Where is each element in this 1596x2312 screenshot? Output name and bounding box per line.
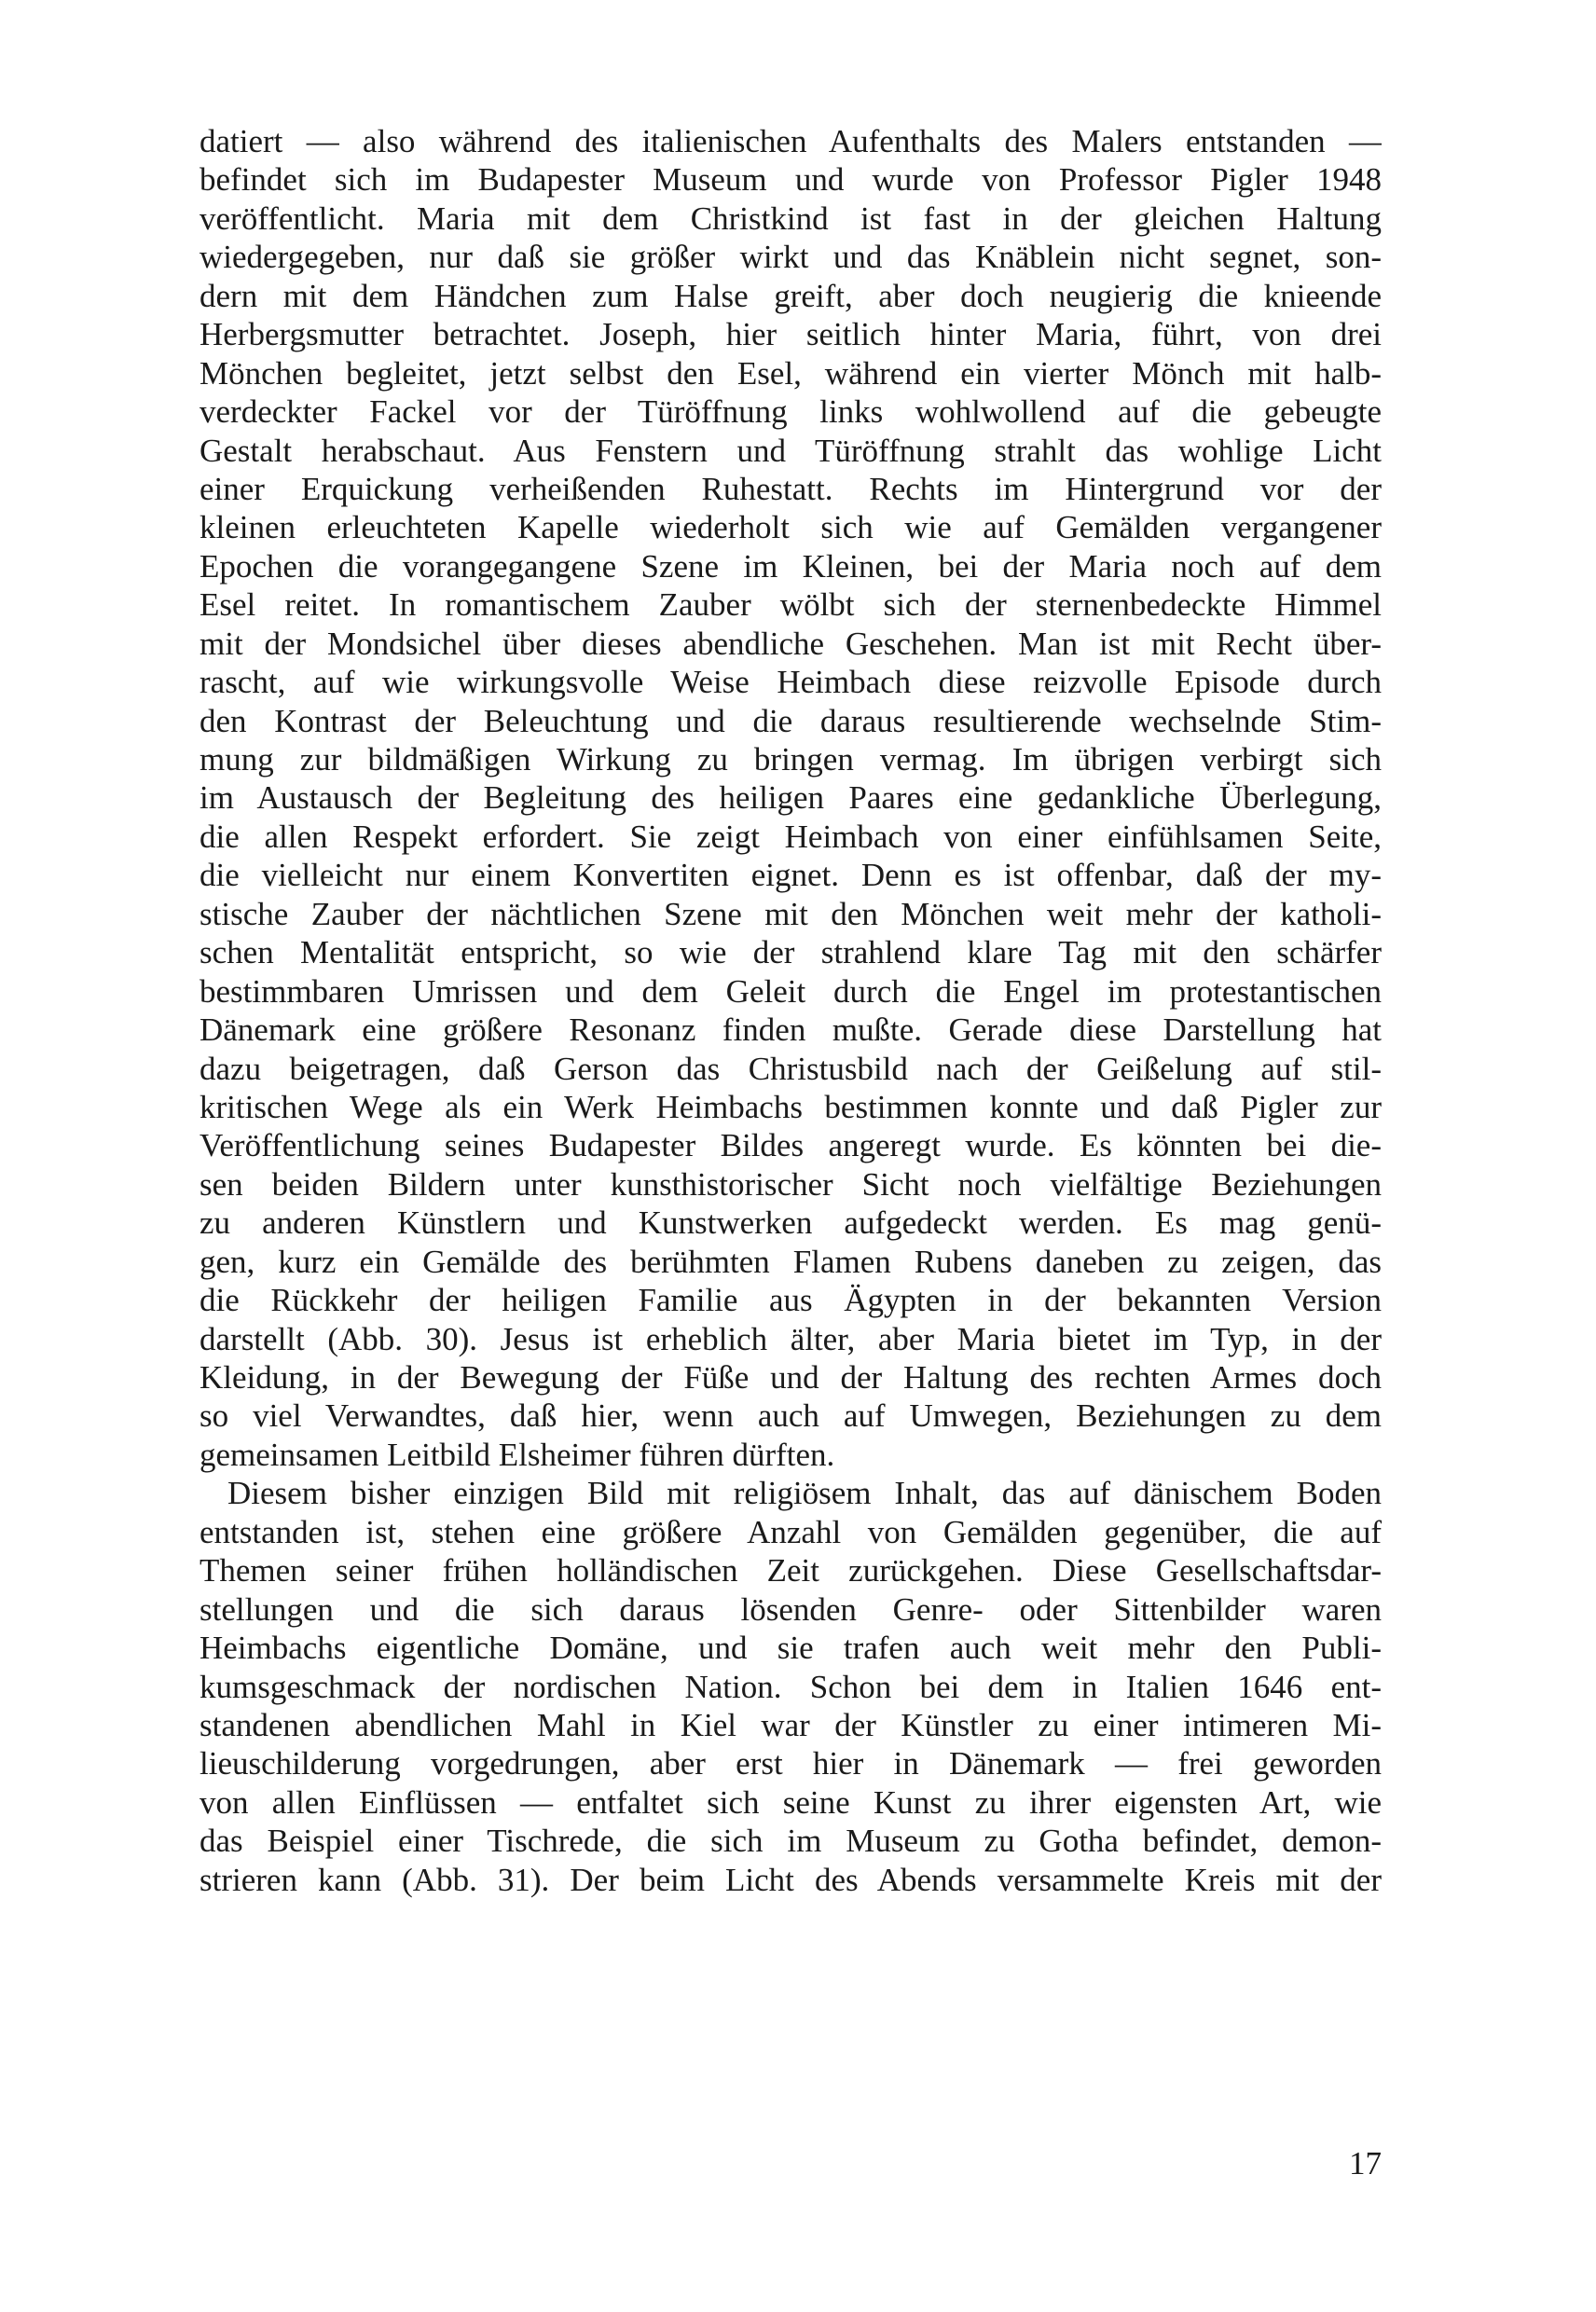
text-line: verdeckter Fackel vor der Türöffnung links wohlwollend auf die gebeugte [200,393,1382,431]
text-line: kumsgeschmack der nordischen Nation. Schon bei dem in Italien 1646 ent- [200,1668,1382,1705]
text-line: befindet sich im Budapester Museum und wurde von Professor Pigler 1948 [200,161,1382,199]
text-line: bestimmbaren Umrissen und dem Geleit durch die Engel im protestantischen [200,972,1382,1010]
text-line: stische Zauber der nächtlichen Szene mit den Mönchen weit mehr der katholi- [200,895,1382,932]
text-line: von allen Einflüssen — entfaltet sich seine Kunst zu ihrer eigensten Art, wie [200,1783,1382,1821]
text-line: Themen seiner frühen holländischen Zeit zurückgehen. Diese Gesellschaftsdar- [200,1552,1382,1590]
text-line: standenen abendlichen Mahl in Kiel war der Künstler zu einer intimeren Mi- [200,1706,1382,1743]
text-line: Veröffentlichung seines Budapester Bildes angeregt wurde. Es könnten bei die- [200,1127,1382,1164]
text-line: die allen Respekt erfordert. Sie zeigt Heimbach von einer einfühlsamen Seite, [200,818,1382,855]
text-line: rascht, auf wie wirkungsvolle Weise Heimbach diese reizvolle Episode durch [200,664,1382,701]
text-line: dern mit dem Händchen zum Halse greift, aber doch neugierig die knieende [200,277,1382,314]
text-line: mung zur bildmäßigen Wirkung zu bringen vermag. Im übrigen verbirgt sich [200,741,1382,778]
text-line: die Rückkehr der heiligen Familie aus Ägypten in der bekannten Version [200,1282,1382,1319]
text-line: Gestalt herabschaut. Aus Fenstern und Türöffnung strahlt das wohlige Licht [200,432,1382,469]
text-line: das Beispiel einer Tischrede, die sich im Museum zu Gotha befindet, demon- [200,1823,1382,1860]
text-line: Dänemark eine größere Resonanz finden mußte. Gerade diese Darstellung hat [200,1012,1382,1049]
text-line: Mönchen begleitet, jetzt selbst den Esel, während ein vierter Mönch mit halb- [200,354,1382,392]
text-line: die vielleicht nur einem Konvertiten eignet. Denn es ist offenbar, daß der my- [200,857,1382,894]
text-line: lieuschilderung vorgedrungen, aber erst hier in Dänemark — frei geworden [200,1745,1382,1782]
text-line: Herbergsmutter betrachtet. Joseph, hier seitlich hinter Maria, führt, von drei [200,316,1382,353]
text-line: Esel reitet. In romantischem Zauber wölbt sich der sternenbedeckte Himmel [200,586,1382,624]
text-line: stellungen und die sich daraus lösenden Genre- oder Sittenbilder waren [200,1590,1382,1628]
text-line: Diesem bisher einzigen Bild mit religiösem Inhalt, das auf dänischem Boden [227,1475,1382,1512]
text-line: wiedergegeben, nur daß sie größer wirkt und das Knäblein nicht segnet, son- [200,239,1382,276]
text-line: schen Mentalität entspricht, so wie der strahlend klare Tag mit den schärfer [200,934,1382,971]
text-line: den Kontrast der Beleuchtung und die daraus resultierende wechselnde Stim- [200,702,1382,739]
body-text [200,122,1382,1899]
text-line: einer Erquickung verheißenden Ruhestatt. Rechts im Hintergrund vor der [200,470,1382,507]
text-line: entstanden ist, stehen eine größere Anzahl von Gemälden gegenüber, die auf [200,1513,1382,1550]
text-line: mit der Mondsichel über dieses abendliche Geschehen. Man ist mit Recht über- [200,625,1382,662]
text-line: strieren kann (Abb. 31). Der beim Licht des Abends versammelte Kreis mit der [200,1861,1382,1898]
text-line: gemeinsamen Leitbild Elsheimer führen dürften. [200,1436,835,1473]
text-line: kleinen erleuchteten Kapelle wiederholt sich wie auf Gemälden vergangener [200,509,1382,546]
text-line: darstellt (Abb. 30). Jesus ist erheblich älter, aber Maria bietet im Typ, in der [200,1320,1382,1357]
text-line: im Austausch der Begleitung des heiligen Paares eine gedankliche Überlegung, [200,779,1382,817]
text-line: gen, kurz ein Gemälde des berühmten Flamen Rubens daneben zu zeigen, das [200,1243,1382,1280]
text-line: so viel Verwandtes, daß hier, wenn auch auf Umwegen, Beziehungen zu dem [200,1397,1382,1435]
page-number: 17 [1349,2145,1382,2181]
text-line: zu anderen Künstlern und Kunstwerken aufgedeckt werden. Es mag genü- [200,1204,1382,1242]
text-line: Heimbachs eigentliche Domäne, und sie trafen auch weit mehr den Publi- [200,1630,1382,1667]
text-line: Epochen die vorangegangene Szene im Kleinen, bei der Maria noch auf dem [200,547,1382,585]
text-line: dazu beigetragen, daß Gerson das Christusbild nach der Geißelung auf stil- [200,1050,1382,1087]
text-line: veröffentlicht. Maria mit dem Christkind ist fast in der gleichen Haltung [200,200,1382,237]
text-line: Kleidung, in der Bewegung der Füße und der Haltung des rechten Armes doch [200,1359,1382,1396]
text-line: sen beiden Bildern unter kunsthistorischer Sicht noch vielfältige Beziehungen [200,1165,1382,1203]
text-line: datiert — also während des italienischen Aufenthalts des Malers entstanden — [200,123,1382,159]
text-line: kritischen Wege als ein Werk Heimbachs bestimmen konnte und daß Pigler zur [200,1088,1382,1125]
